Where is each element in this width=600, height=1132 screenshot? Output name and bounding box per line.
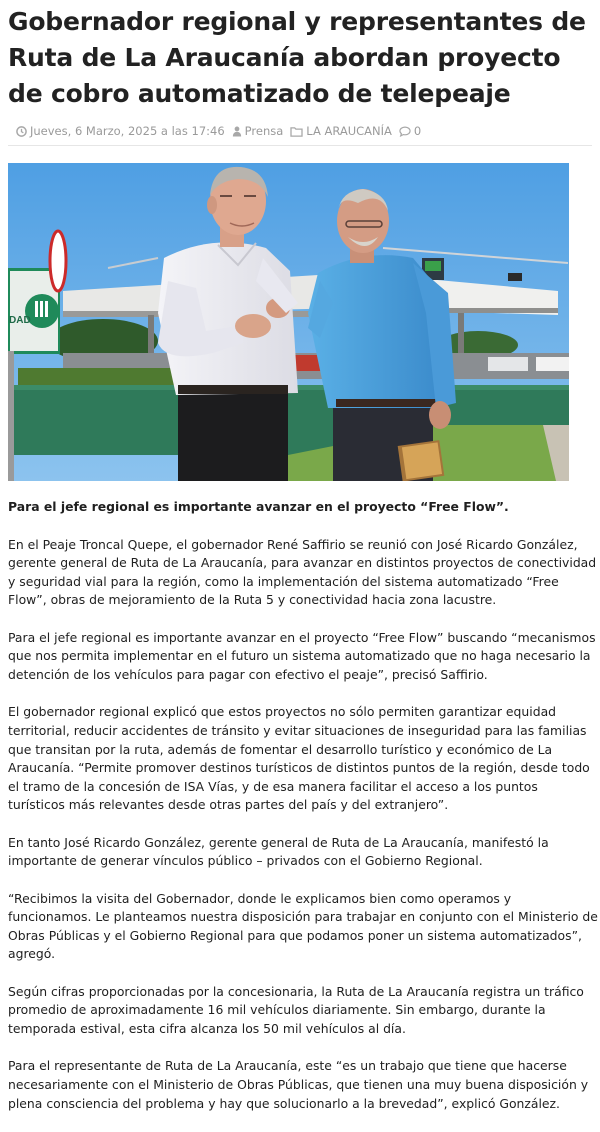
article-lead: Para el jefe regional es importante avanzar en el proyecto “Free Flow”. [8, 499, 509, 514]
article-paragraph: En el Peaje Troncal Quepe, el gobernador René Saffirio se reunió con José Ricardo González, gerente general de Ruta de La Araucanía, para avanzar en distintos proyectos de conectividad y seguridad vial para la región, como la implementación del sistema automatizado “Free Flow”, obras de mejoramiento de la Ruta 5 y conectividad hacia zona lacustre. [8, 536, 597, 608]
article-body [8, 498, 598, 1132]
article-title: Gobernador regional y representantes de Ruta de La Araucanía abordan proyecto de cobro automatizado de telepeaje [8, 7, 586, 108]
article-photo [8, 163, 569, 481]
meta-date [16, 124, 225, 138]
article-paragraph: Para el representante de Ruta de La Araucanía, este “es un trabajo que tiene que hacerse necesariamente con el Ministerio de Obras Públicas, que tienen una muy buena disposición y plena consciencia del problema y hay que solucionarlo a la brevedad”, explicó González. [8, 1058, 589, 1111]
comment-icon [399, 126, 411, 137]
meta-comments[interactable] [399, 124, 421, 138]
article-paragraph: Según cifras proporcionadas por la concesionaria, la Ruta de La Araucanía registra un tráfico promedio de aproximadamente 16 mil vehículos diariamente. Sin embargo, durante la temporada estival, esta cifra alcanza los 50 mil vehículos al día. [8, 983, 584, 1037]
photo-sign-text: DAD [9, 315, 31, 326]
article-paragraph: Para el jefe regional es importante avanzar en el proyecto “Free Flow” buscando “mecanismos que nos permita implementar en el futuro un sistema automatizado que no haga necesario la detención de los vehículos para pagar con efectivo el peaje”, precisó Saffirio. [8, 629, 596, 682]
clock-icon [16, 126, 27, 137]
meta-date-text: Jueves, 6 Marzo, 2025 a las 17:46 [30, 124, 225, 138]
meta-category[interactable] [290, 124, 392, 138]
meta-author[interactable] [232, 124, 284, 138]
article-meta [16, 122, 421, 140]
article-paragraph: “Recibimos la visita del Gobernador, donde le explicamos bien como operamos y funcionamos. Le planteamos nuestra disposición para trabajar en conjunto con el Ministerio de Obras Públicas y el Gobierno Regional para que podamos poner un sistema automatizados”, agregó. [8, 890, 598, 962]
article-paragraph: El gobernador regional explicó que estos proyectos no sólo permiten garantizar equidad territorial, reducir accidentes de tránsito y evitar situaciones de inseguridad para las familias que transitan por la ruta, además de fomentar el desarrollo turístico y económico de La Araucanía. “Permite promover destinos turísticos de distintos puntos de la región, desde todo el tramo de la concesión de ISA Vías, y de esa manera facilitar el acceso a los puntos turísticos más relevantes desde otras partes del país y del extranjero”. [8, 704, 590, 813]
meta-author-text[interactable]: Prensa [244, 124, 284, 138]
article-paragraph: En tanto José Ricardo González, gerente general de Ruta de La Araucanía, manifestó la importante de generar vínculos público – privados con el Gobierno Regional. [8, 834, 549, 869]
meta-divider [8, 145, 592, 146]
meta-category-link[interactable]: LA ARAUCANÍA [306, 124, 392, 138]
user-icon [232, 126, 242, 137]
folder-icon [290, 126, 303, 137]
meta-comments-count[interactable]: 0 [413, 124, 422, 138]
